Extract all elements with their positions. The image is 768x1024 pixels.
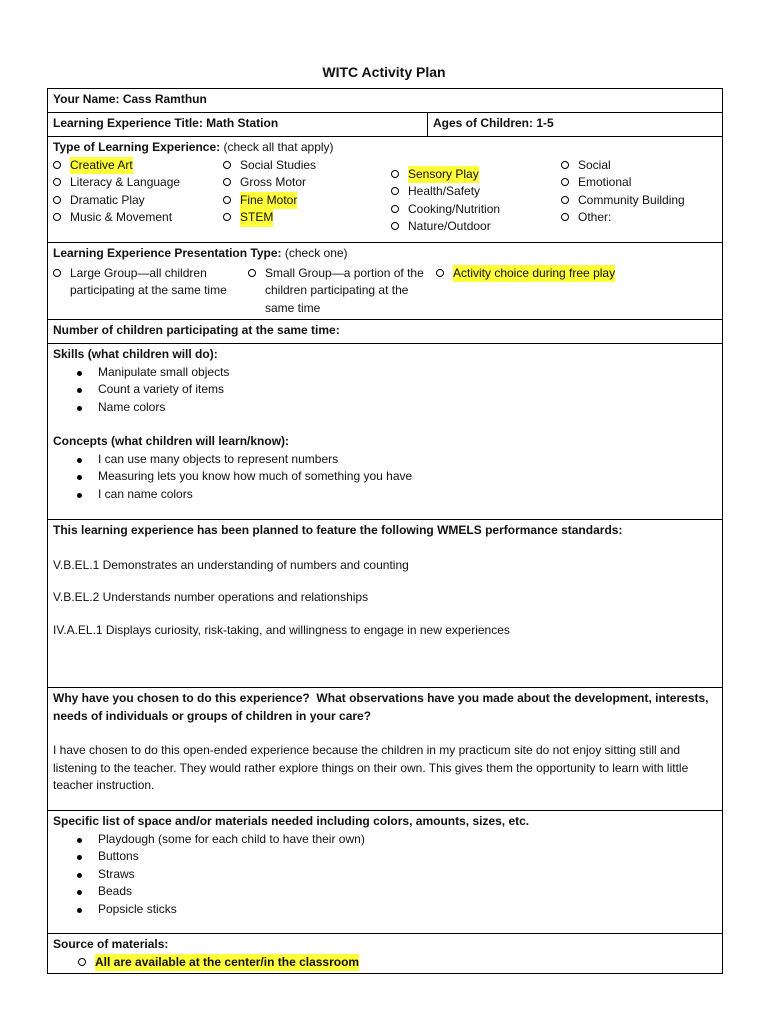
option-label: Sensory Play bbox=[408, 166, 479, 184]
circle-checkbox-icon bbox=[391, 187, 399, 195]
option-label: Cooking/Nutrition bbox=[408, 201, 501, 216]
materials-row bbox=[48, 811, 723, 934]
option-label: Creative Art bbox=[70, 157, 133, 175]
option-label: Fine Motor bbox=[240, 192, 297, 210]
checkbox-option[interactable] bbox=[561, 209, 711, 227]
why-question-rest: What observations have you made about the development, interests, needs of individuals or groups of children in your care? bbox=[53, 691, 709, 723]
checkbox-option[interactable] bbox=[561, 192, 711, 210]
material-item: Beads bbox=[89, 883, 717, 901]
standards-row bbox=[48, 520, 723, 688]
standard-item: V.B.EL.1 Demonstrates an understanding of numbers and counting bbox=[53, 557, 409, 572]
checkbox-option[interactable] bbox=[223, 192, 391, 210]
circle-checkbox-icon bbox=[53, 161, 61, 169]
skill-item: Name colors bbox=[89, 399, 717, 417]
concepts-heading: Concepts (what children will learn/know): bbox=[53, 434, 290, 448]
concepts-list bbox=[53, 451, 717, 504]
option-label: Dramatic Play bbox=[70, 192, 145, 207]
circle-checkbox-icon bbox=[561, 196, 569, 204]
source-option[interactable] bbox=[53, 954, 717, 972]
skills-heading: Skills (what children will do): bbox=[53, 347, 218, 361]
circle-checkbox-icon bbox=[436, 269, 444, 277]
why-answer: I have chosen to do this open-ended experience because the children in my practicum site do not enjoy sitting still and listening to the teacher. They would rather explore things on their own. This gives them the opportunity to learn with little teacher instruction. bbox=[53, 743, 689, 792]
title-ages-row bbox=[48, 113, 723, 137]
material-item: Popsicle sticks bbox=[89, 901, 717, 919]
checkbox-option[interactable] bbox=[391, 183, 561, 201]
activity-plan-table bbox=[47, 88, 723, 974]
option-label: Emotional bbox=[578, 175, 632, 189]
circle-checkbox-icon bbox=[561, 213, 569, 221]
source-row bbox=[48, 934, 723, 974]
document-title: WITC Activity Plan bbox=[322, 64, 446, 80]
option-label: Activity choice during free play bbox=[453, 265, 615, 283]
material-item: Straws bbox=[89, 866, 717, 884]
type-column bbox=[53, 157, 223, 236]
option-label: Nature/Outdoor bbox=[408, 219, 491, 233]
type-column bbox=[561, 157, 711, 236]
option-label: Other: bbox=[578, 210, 612, 224]
materials-heading: Specific list of space and/or materials needed including colors, amounts, sizes, etc. bbox=[53, 814, 530, 828]
concept-item: Measuring lets you know how much of something you have bbox=[89, 468, 717, 486]
radio-circle-icon bbox=[78, 958, 86, 966]
type-heading: Type of Learning Experience: bbox=[53, 140, 221, 154]
option-label: Gross Motor bbox=[240, 175, 307, 189]
option-label: Social bbox=[578, 157, 611, 172]
why-question: Why have you chosen to do this experience? bbox=[53, 691, 310, 705]
checkbox-option[interactable] bbox=[53, 209, 223, 227]
checkbox-option[interactable] bbox=[561, 174, 711, 192]
circle-checkbox-icon bbox=[223, 178, 231, 186]
presentation-options bbox=[53, 265, 717, 318]
presentation-heading: Learning Experience Presentation Type: bbox=[53, 246, 282, 260]
option-label: Health/Safety bbox=[408, 184, 481, 198]
circle-checkbox-icon bbox=[391, 170, 399, 178]
circle-checkbox-icon bbox=[561, 161, 569, 169]
checkbox-option[interactable] bbox=[391, 218, 561, 236]
type-column bbox=[391, 166, 561, 236]
checkbox-option[interactable] bbox=[436, 265, 696, 318]
type-note: (check all that apply) bbox=[223, 140, 334, 154]
standard-item: IV.A.EL.1 Displays curiosity, risk-taking, and willingness to engage in new experiences bbox=[53, 622, 510, 637]
option-label: STEM bbox=[240, 209, 273, 227]
source-heading: Source of materials: bbox=[53, 937, 169, 951]
checkbox-option[interactable] bbox=[53, 265, 248, 318]
circle-checkbox-icon bbox=[223, 213, 231, 221]
option-label: Community Building bbox=[578, 192, 685, 207]
option-label: Literacy & Language bbox=[70, 175, 181, 189]
experience-title-value: Math Station bbox=[206, 116, 279, 130]
checkbox-option[interactable] bbox=[248, 265, 436, 318]
checkbox-option[interactable] bbox=[53, 174, 223, 192]
type-row bbox=[48, 137, 723, 243]
checkbox-option[interactable] bbox=[223, 157, 391, 175]
num-children-label: Number of children participating at the same time: bbox=[53, 323, 340, 337]
circle-checkbox-icon bbox=[561, 178, 569, 186]
skills-list bbox=[53, 364, 717, 417]
circle-checkbox-icon bbox=[53, 196, 61, 204]
checkbox-option[interactable] bbox=[53, 192, 223, 210]
skills-concepts-row bbox=[48, 344, 723, 520]
experience-title-label: Learning Experience Title: bbox=[53, 116, 203, 130]
checkbox-option[interactable] bbox=[53, 157, 223, 175]
ages-label: Ages of Children: bbox=[433, 116, 534, 130]
circle-checkbox-icon bbox=[223, 196, 231, 204]
name-value: Cass Ramthun bbox=[122, 92, 207, 106]
circle-checkbox-icon bbox=[53, 213, 61, 221]
checkbox-option[interactable] bbox=[391, 166, 561, 184]
source-option-label: All are available at the center/in the classroom bbox=[95, 954, 359, 972]
standard-item: V.B.EL.2 Understands number operations and relationships bbox=[53, 590, 369, 604]
type-column bbox=[223, 157, 391, 236]
presentation-row bbox=[48, 243, 723, 320]
circle-checkbox-icon bbox=[223, 161, 231, 169]
option-label: Social Studies bbox=[240, 157, 317, 172]
presentation-note: (check one) bbox=[284, 246, 348, 260]
circle-checkbox-icon bbox=[391, 205, 399, 213]
why-row bbox=[48, 688, 723, 811]
standards-heading: This learning experience has been planned to feature the following WMELS performance standards: bbox=[53, 523, 623, 537]
concept-item: I can name colors bbox=[89, 486, 717, 504]
option-label: Music & Movement bbox=[70, 210, 173, 224]
circle-checkbox-icon bbox=[248, 269, 256, 277]
skill-item: Manipulate small objects bbox=[89, 364, 717, 382]
num-children-row bbox=[48, 320, 723, 344]
materials-list bbox=[53, 831, 717, 919]
name-label: Your Name: bbox=[53, 92, 120, 106]
type-options bbox=[53, 157, 717, 236]
ages-value: 1-5 bbox=[536, 116, 554, 130]
material-item: Buttons bbox=[89, 848, 717, 866]
checkbox-option[interactable] bbox=[561, 157, 711, 175]
skill-item: Count a variety of items bbox=[89, 381, 717, 399]
checkbox-option[interactable] bbox=[391, 201, 561, 219]
concept-item: I can use many objects to represent numbers bbox=[89, 451, 717, 469]
name-row bbox=[48, 89, 723, 113]
option-label: Large Group—all children participating at the same time bbox=[70, 265, 227, 297]
circle-checkbox-icon bbox=[53, 269, 61, 277]
option-label: Small Group—a portion of the children participating at the same time bbox=[265, 265, 424, 315]
checkbox-option[interactable] bbox=[223, 209, 391, 227]
circle-checkbox-icon bbox=[53, 178, 61, 186]
circle-checkbox-icon bbox=[391, 222, 399, 230]
material-item: Playdough (some for each child to have their own) bbox=[89, 831, 717, 849]
checkbox-option[interactable] bbox=[223, 174, 391, 192]
